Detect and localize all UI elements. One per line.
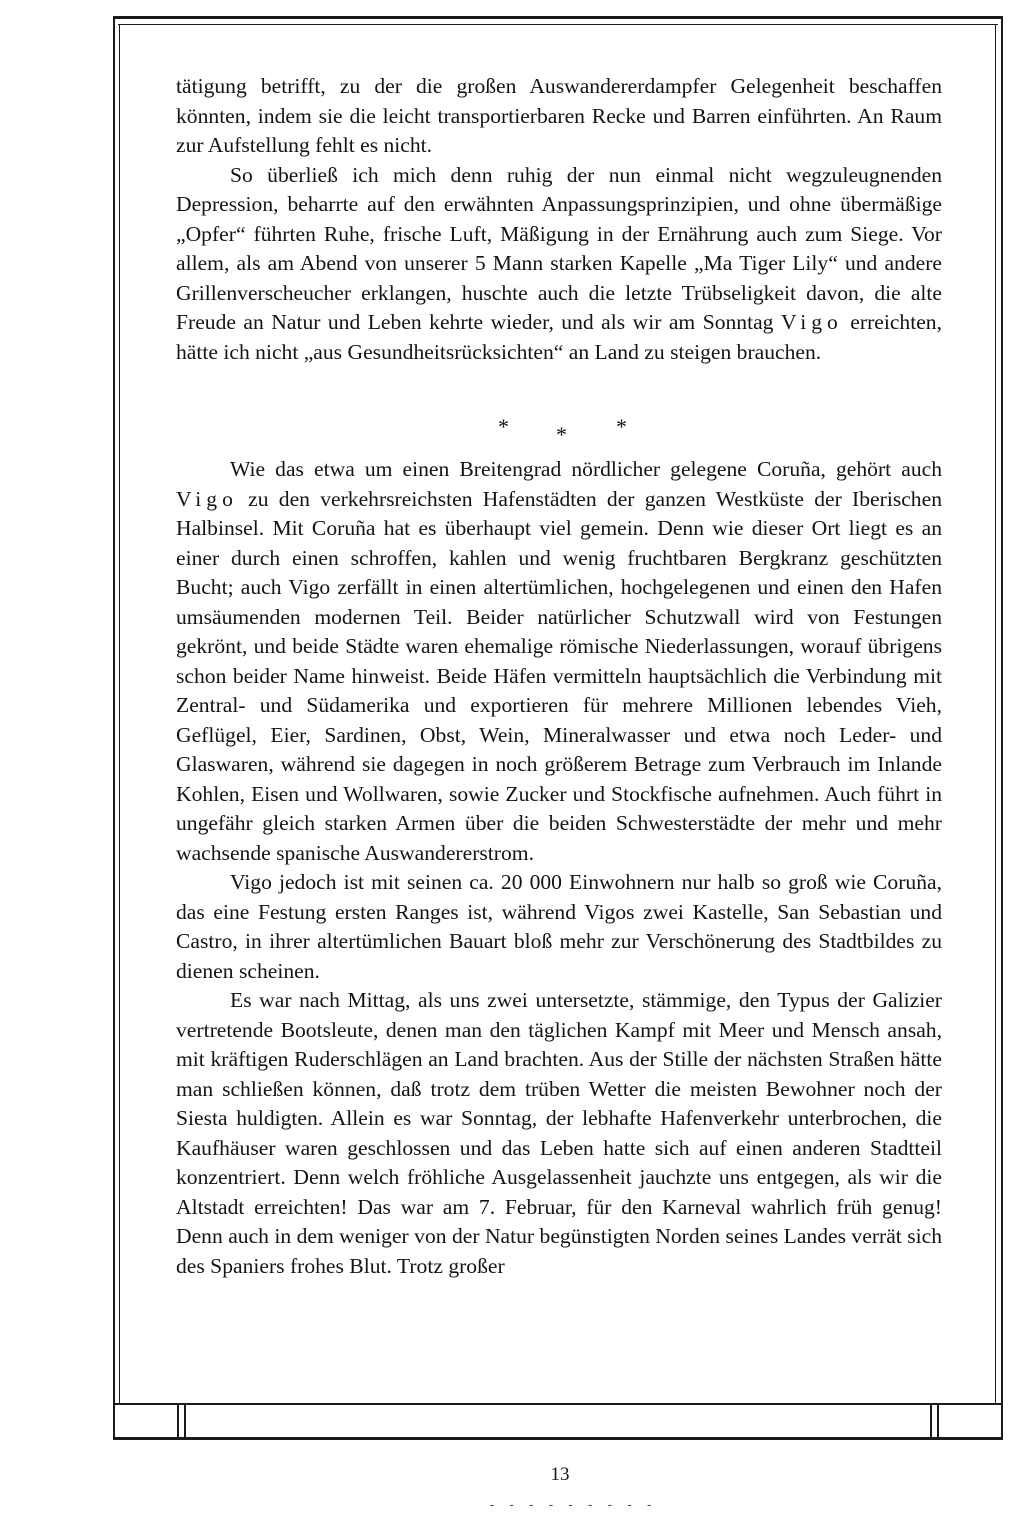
frame-right-inner: [995, 24, 996, 1404]
paragraph-4-text: Vigo jedoch ist mit seinen ca. 20 000 Einwohnern nur halb so groß wie Coruña, das eine Festung ersten Ranges ist, während Vigos zwei Kastelle, San Sebastian und Castro, in ihrer altertümlichen Bauart bloß mehr zur Verschönerung des Stadtbildes zu dienen scheinen.: [176, 870, 942, 983]
paragraph-2-after: erreichten, hätte ich nicht „aus Gesundheitsrücksichten“ an Land zu steigen brauchen.: [176, 310, 942, 364]
paragraph-3: [176, 455, 942, 868]
paragraph-5: [176, 986, 942, 1281]
frame-top-inner: [118, 24, 998, 25]
footer-ornament-right-1: [930, 1405, 932, 1437]
footer-band-top: [113, 1403, 1003, 1405]
footer-ornament-right-2: [937, 1405, 939, 1437]
footer-ornament-left-2: [184, 1405, 186, 1437]
paragraph-1-text: tätigung betrifft, zu der die großen Auswandererdampfer Gelegenheit beschaffen könnten, indem sie die leicht transportierbaren Recke und Barren einführten. An Raum zur Aufstellung fehlt es nicht.: [176, 74, 942, 157]
paragraph-5-text: Es war nach Mittag, als uns zwei untersetzte, stämmige, den Typus der Galizier vertretende Bootsleute, denen man den täglichen Kampf mit Meer und Mensch ansah, mit kräftigen Ruderschlägen an Land brachten. Aus der Stille der nächsten Straßen hätte man schließen können, daß trotz dem trüben Wetter die meisten Bewohner noch der Siesta huldigten. Allein es war Sonntag, der lebhafte Hafenverkehr unterbrochen, die Kaufhäuser waren geschlossen und das Leben hatte sich auf einen anderen Stadtteil konzentriert. Denn welch fröhliche Ausgelassenheit jauchzte uns entgegen, als wir die Altstadt erreichten! Das war am 7. Februar, für den Karneval wahrlich früh genug! Denn auch in dem weniger von der Natur begünstigten Norden seines Landes verrät sich des Spaniers frohes Blut. Trotz großer: [176, 988, 942, 1278]
body-text: [176, 72, 942, 1281]
asterisk-2: *: [556, 422, 567, 447]
paragraph-2: [176, 161, 942, 368]
page-number: 13: [550, 1464, 570, 1485]
paragraph-3-after: zu den verkehrsreichsten Hafenstädten der ganzen Westküste der Iberischen Halbinsel. Mit Coruña hat es überhaupt viel gemein. Denn wie dieser Ort liegt es an einer durch einen schroffen, kahlen und wenig fruchtbaren Bergkranz geschützten Bucht; auch Vigo zerfällt in einen altertümlichen, hochgelegenen und einen den Hafen umsäumenden modernen Teil. Beider natürlicher Schutzwall wird von Festungen gekrönt, und beide Städte waren ehemalige römische Niederlassungen, worauf übrigens schon beider Name hinweist. Beide Häfen vermitteln hauptsächlich die Verbindung mit Zentral- und Südamerika und exportieren für mehrere Millionen lebendes Vieh, Geflügel, Eier, Sardinen, Obst, Wein, Mineralwasser und etwa noch Leder- und Glaswaren, während sie dagegen in noch größerem Betrage zum Verbrauch im Inlande Kohlen, Eisen und Wollwaren, sowie Zucker und Stockfische aufnehmen. Auch führt in ungefähr gleich starken Armen über die beiden Schwesterstädte der mehr und mehr wachsende spanische Auswandererstrom.: [176, 486, 942, 865]
paragraph-4: [176, 868, 942, 986]
frame-top-outer: [113, 16, 1003, 19]
paragraph-1: [176, 72, 942, 161]
asterisk-3: *: [616, 414, 627, 439]
footer-band-bottom: [113, 1437, 1003, 1440]
paragraph-3-spaced: Vigo: [176, 486, 238, 511]
frame-right-outer: [1001, 16, 1003, 1440]
footer-ornament-left-1: [177, 1405, 179, 1437]
footer-marks: - - - - - - - - -: [488, 1498, 656, 1513]
paragraph-2-text: So überließ ich mich denn ruhig der nun einmal nicht wegzuleugnenden Depression, beharrte auf den erwähnten Anpassungsprinzipien, und ohne übermäßige „Opfer“ führten Ruhe, frische Luft, Mäßigung in der Ernährung auch zum Siege. Vor allem, als am Abend von unserer 5 Mann starken Kapelle „Ma Tiger Lily“ und andere Grillenverscheucher erklangen, huschte auch die letzte Trübseligkeit davon, die alte Freude an Natur und Leben kehrte wieder, und als wir am Sonntag: [176, 162, 942, 334]
section-break: [176, 412, 942, 452]
asterisk-1: *: [498, 414, 509, 439]
frame-left-inner: [119, 24, 120, 1404]
paragraph-3-text: Wie das etwa um einen Breitengrad nördlicher gelegene Coruña, gehört auch: [230, 457, 942, 481]
frame-left-outer: [113, 16, 115, 1440]
paragraph-2-spaced: Vigo: [780, 310, 843, 334]
